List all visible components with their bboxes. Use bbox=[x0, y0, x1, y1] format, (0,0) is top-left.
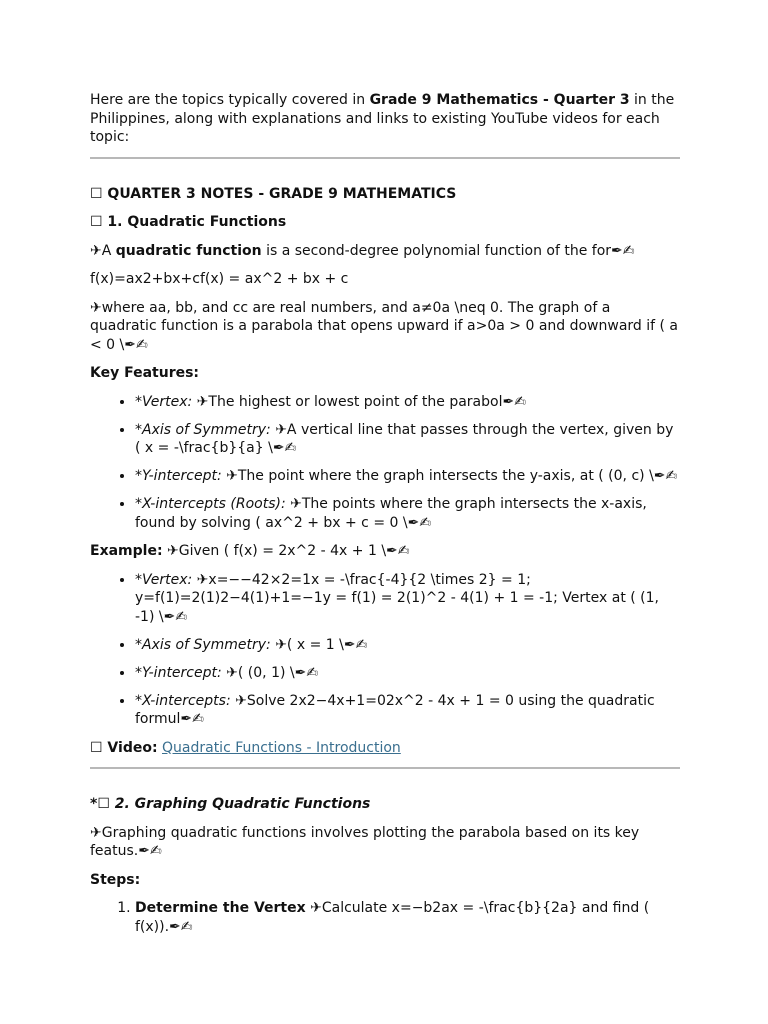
list-item bbox=[135, 692, 680, 729]
section-1-title: ☐ 1. Quadratic Functions bbox=[90, 214, 287, 230]
section-2-title-text: *☐ 2. Graphing Quadratic Functions bbox=[90, 796, 371, 812]
definition-paragraph bbox=[90, 242, 680, 261]
feature-text: ✈A vertical line that passes through the vertex, given by ( x = -\frac{b}{a} \✒✍ bbox=[135, 421, 674, 456]
feature-text: ✈The highest or lowest point of the parabol✒✍ bbox=[192, 393, 526, 410]
steps-list bbox=[90, 899, 680, 936]
section-2-title bbox=[90, 795, 680, 814]
feature-label: *Vertex: bbox=[135, 393, 193, 410]
step-text: ✈Calculate x=−b2ax = -\frac{b}{2a} and find ( f(x)).✒✍ bbox=[135, 900, 650, 935]
intro-text-pre: Here are the topics typically covered in bbox=[90, 92, 370, 108]
divider bbox=[90, 157, 680, 159]
intro-paragraph bbox=[90, 91, 680, 147]
list-item bbox=[135, 495, 680, 532]
steps-heading: Steps: bbox=[90, 871, 141, 888]
video-label: ☐ Video: bbox=[90, 739, 158, 756]
example-paragraph bbox=[90, 542, 680, 561]
list-item bbox=[135, 393, 680, 412]
key-features-list bbox=[90, 393, 680, 533]
formula-line: f(x)=ax2+bx+cf(x) = ax^2 + bx + c bbox=[90, 271, 349, 287]
example-item-label: *Y-intercept: bbox=[135, 664, 222, 681]
video-link[interactable]: Quadratic Functions - Introduction bbox=[162, 739, 401, 756]
notes-title: ☐ QUARTER 3 NOTES - GRADE 9 MATHEMATICS bbox=[90, 185, 457, 202]
step-title: Determine the Vertex bbox=[135, 900, 306, 916]
section-2-intro: ✈Graphing quadratic functions involves plotting the parabola based on its key featus.✒✍ bbox=[90, 824, 640, 859]
list-item bbox=[135, 467, 680, 486]
key-features-heading: Key Features: bbox=[90, 365, 200, 381]
divider bbox=[90, 767, 680, 769]
list-item bbox=[135, 421, 680, 458]
feature-label: *Axis of Symmetry: bbox=[135, 421, 271, 438]
definition-pre: ✈A bbox=[90, 242, 116, 259]
feature-text: ✈The point where the graph intersects the y-axis, at ( (0, c) \✒✍ bbox=[221, 468, 678, 484]
intro-text-post: in the Philippines, along with explanations and links to existing YouTube videos for each topic: bbox=[90, 92, 675, 145]
example-text: ✈Given ( f(x) = 2x^2 - 4x + 1 \✒✍ bbox=[162, 543, 410, 559]
list-item bbox=[135, 664, 680, 683]
example-item-label: *X-intercepts: bbox=[135, 692, 231, 709]
example-list bbox=[90, 571, 680, 729]
example-item-text: ✈( (0, 1) \✒✍ bbox=[221, 664, 319, 681]
feature-label: *Y-intercept: bbox=[135, 468, 222, 484]
example-item-label: *Vertex: bbox=[135, 571, 193, 588]
document-content bbox=[90, 91, 680, 946]
definition-term: quadratic function bbox=[115, 242, 262, 259]
example-item-label: *Axis of Symmetry: bbox=[135, 636, 271, 653]
list-item bbox=[135, 636, 680, 655]
list-item bbox=[135, 571, 680, 627]
intro-text-bold: Grade 9 Mathematics - Quarter 3 bbox=[369, 92, 630, 108]
feature-text: ✈The points where the graph intersects the x-axis, found by solving ( ax^2 + bx + c = 0 \✒✍ bbox=[135, 496, 647, 531]
where-paragraph: ✈where aa, bb, and cc are real numbers, and a≠0a \neq 0. The graph of a quadratic function is a parabola that opens upward if a>0a > 0 and downward if ( a < 0 \✒✍ bbox=[90, 299, 679, 353]
example-item-text: ✈( x = 1 \✒✍ bbox=[270, 636, 368, 653]
example-item-text: ✈Solve 2x2−4x+1=02x^2 - 4x + 1 = 0 using the quadratic formul✒✍ bbox=[135, 692, 655, 727]
example-item-text: ✈x=−−42×2=1x = -\frac{-4}{2 \times 2} = 1; y=f(1)=2(1)2−4(1)+1=−1y = f(1) = 2(1)^2 - 4(1) + 1 = -1; Vertex at ( (1, -1) \✒✍ bbox=[135, 571, 659, 625]
example-label: Example: bbox=[90, 543, 163, 559]
list-item bbox=[135, 899, 680, 936]
definition-post: is a second-degree polynomial function of the for✒✍ bbox=[261, 242, 635, 259]
feature-label: *X-intercepts (Roots): bbox=[135, 496, 286, 512]
video-line bbox=[90, 739, 680, 758]
